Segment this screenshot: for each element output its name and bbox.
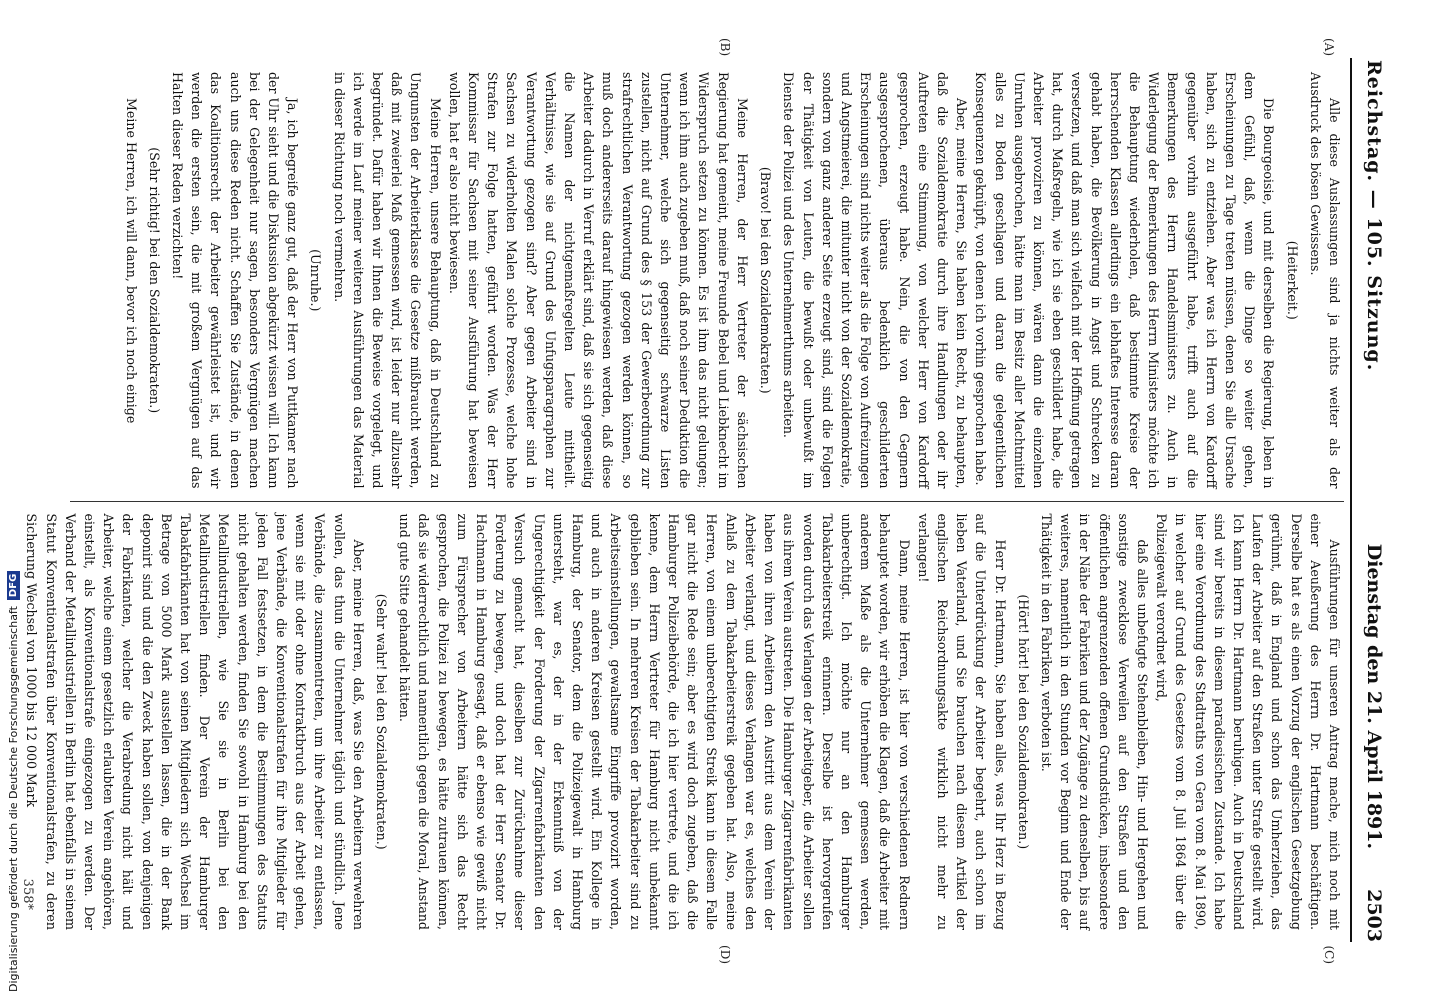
paragraph: Meine Herren, unsere Behauptung, daß in Deutschland zu Ungunsten der Arbeiterklasse die Gesetze mißbraucht werden, daß mit zweierlei Maß gemessen wird, ist leider nur allzusehr begründet. Dafür haben wir Ihnen die Beweise vorgelegt, und ich werde im Lauf meiner weiteren Ausführungen das Material in dieser Richtung noch vermehren. — [331, 72, 443, 489]
paragraph: Die Bourgeoisie, und mit derselben die Regierung, leben in dem Gefühl, daß, wenn die Dinge so weiter gehen, Erscheinungen zu Tage treten müssen, denen Sie alle Ursache haben, sich zu entziehen. Aber was ich Herrn von Kardorff gegenüber vorhin ausgeführt habe, trifft auch auf die Bemerkungen des Herrn Handelsministers zu. Auch in Widerlegung der Bemerkungen des Herrn Ministers möchte ich die Behauptung wiederholen, daß bestimmte Kreise der herrschenden Klassen allerdings ein lebhaftes Interesse daran gehabt haben, die Bevölkerung in Angst und Schrecken zu versetzen, und daß man sich vielfach mit der Hoffnung getragen hat, durch Maßregeln, wie ich sie eben geschildert habe, die Arbeiter provoziren zu können, wären dann die einzelnen Unruhen ausgebrochen, hätte man im Besitz aller Machtmittel alles zu Boden geschlagen und daran die gelegentlichen Konsequenzen geknüpft, von denen ich vorhin gesprochen habe. — [973, 72, 1277, 489]
paragraph: Ja, ich begreife ganz gut, daß der Herr von Puttkamer nach der Uhr sieht und die Diskussion abgekürzt wissen will. Ich kann bei der Gelegenheit nur sagen, besonders Vergnügen machen auch uns diese Reden nicht. Schaffen Sie Zustände, in denen das Koalitionsrecht der Arbeiter gewährleistet ist, und wir werden die ersten sein, die mit großem Vergnügen auf das Halten dieser Reden verzichten! — [170, 72, 301, 489]
interjection: (Bravo! bei den Sozialdemokraten.) — [758, 166, 774, 394]
footer-page-mark: 358* — [20, 878, 35, 910]
margin-marker-c: (C) — [1322, 945, 1336, 964]
left-column — [70, 60, 1344, 501]
interjection: (Sehr wahr! bei den Sozialdemokraten.) — [374, 593, 390, 850]
paragraph: Aber, meine Herren, Sie haben kein Recht, zu behaupten, daß die Sozialdemokratie durch ihre Handlungen oder ihr Auftreten eine Stimmung, von welcher Herr von Kardorff gesprochen, erzeugt habe. Nein, die von den Gegnern ausgesprochenen, überaus bedenklich geschilderten Erscheinungen sind nichts weiter als die Folge von Aufreizungen und Angstmeierei, die mitunter nicht von der Sozialdemokratie, sondern von ganz anderer Seite erzeugt sind, sind die Folgen der Thätigkeit von Leuten, die bewußt oder unbewußt im Dienste der Polizei und des Unternehmerthums arbeiten. — [781, 72, 970, 489]
paragraph: Meine Herren, ich will dann, bevor ich noch einige — [123, 98, 139, 424]
paragraph: Herr Dr. Hartmann, Sie haben alles, was Ihr Herz in Bezug auf die Unterdrückung der Arbeiter begehrt, auch schon im lieben Vaterland, und Sie brauchen nach diesem Artikel der englischen Reichsordnungsakte wirklich nicht mehr zu verlangen! — [915, 513, 1008, 930]
paragraph: daß alles unbefugte Stehenbleiben, Hin- und Hergehen und sonstige zwecklose Verweilen auf den Straßen und den öffentlichen angrenzenden offenen Grundstücken, insbesondere in der Nähe der Fabriken und der Zugänge zu denselben, bis auf weiteres, namentlich in den Stunden vor Beginn und Ende der Thätigkeit in den Fabriken, verboten ist. — [1038, 513, 1150, 930]
margin-marker-d: (D) — [718, 945, 732, 964]
paragraph: Alle diese Auslassungen sind ja nichts weiter als der Ausdruck des bösen Gewissens. — [1307, 72, 1342, 489]
page-header — [1354, 60, 1394, 942]
interjection: (Hört! hört! bei den Sozialdemokraten.) — [1015, 594, 1031, 850]
dfg-strip-text: Digitalisierung gefördert durch die Deutsche Forschungsgemeinschaft — [7, 606, 20, 992]
header-rule — [1350, 58, 1352, 942]
header-date: Dienstag den 21. April 1891. — [1363, 543, 1385, 850]
interjection: (Heiterkeit.) — [1284, 240, 1300, 320]
paragraph: Aber, meine Herren, daß, was Sie den Arbeitern verwehren wollen, das thun die Unternehmer täglich und stündlich. Jene Verbände, die zusammentreten, um ihre Arbeiter zu entlassen, wenn sie mit oder ohne Kontraktbruch aus der Arbeit gehen, jene Verbände, die Konventionalstrafen für ihre Mitglieder für jeden Fall festsetzen, in dem die Bestimmungen des Statuts nicht gehalten werden, finden Sie sowohl in Hamburg bei den Metallindustriellen, wie Sie sie in Berlin bei den Metallindustriellen finden. Der Verein der Hamburger Tabakfabrikanten hat von seinen Mitgliedern sich Wechsel im Betrage von 5000 Mark ausstellen lassen, die in der Bank deponirt sind und die den Zweck haben sollen, von denjenigen der Fabrikanten, welcher die Verabredung nicht hält und Arbeiter, welche einem gesetzlich erlaubten Verein angehören, einstellt, als Konventionalstrafe eingezogen zu werden. Der Verband der Metallindustriellen in Berlin hat ebenfalls in seinem Statut Konventionalstrafen über Konventionalstrafen, zu deren Sicherung Wechsel von 1000 bis 12 000 Mark — [24, 513, 366, 930]
page-number: 2503 — [1363, 889, 1385, 942]
margin-marker-b: (B) — [718, 38, 732, 57]
margin-marker-a: (A) — [1322, 38, 1336, 57]
paragraph: Dann, meine Herren, ist hier von verschiedenen Rednern behauptet worden, wir erhöben die Klagen, daß die Arbeiter mit anderem Maße als die Unternehmer gemessen werden, unberechtigt. Ich möchte nur an den Hamburger Tabakarbeiterstreik erinnern. Derselbe ist hervorgerufen worden durch das Verlangen der Arbeitgeber, die Arbeiter sollen aus ihrem Verein austreten. Die Hamburger Zigarrenfabrikanten haben von ihren Arbeitern den Austritt aus dem Verein der Arbeiter verlangt, und dieses Verlangen war es, welches den Anlaß zu dem Tabakarbeiterstreik gegeben hat. Also, meine Herren, von einem unberechtigten Streik kann in diesem Falle gar nicht die Rede sein; aber es wird doch zugeben, daß die Hamburger Polizeibehörde, die ich hier vertrete, und die ich kenne, dem Herrn Vertreter für Hamburg nicht unbekannt geblieben sein. In mehreren Kreisen der Tabakarbeiter sind zu Arbeitseinstellungen, gewaltsame Eingriffe provozirt worden, und auch in anderen Kreisen gestellt wird. Ein Kollege in Hamburg, der Senator, dem die Polizeigewalt in Hamburg untersteht, war es, der in der Erkenntniß von der Ungerechtigkeit der Forderung der Zigarrenfabrikanten den Versuch gemacht hat, dieselben zur Zurücknahme dieser Forderung zu bewegen, und doch hat der Herr Senator Dr. Hachmann in Hamburg gesagt, daß er ebenso wie gewiß nicht zum Fürsprecher von Arbeitern hätte sich das Recht gesprochen, die Polizei zu bewegen, es hätte zutrauen können, daß sie widerrechtlich und namentlich gegen die Moral, Anstand und gute Sitte gehandelt hätten. — [397, 513, 912, 930]
interjection: (Sehr richtig! bei den Sozialdemokraten.) — [146, 147, 162, 414]
header-session: Reichstag. — 105. Sitzung. — [1363, 60, 1385, 372]
dfg-logo: DFG — [7, 571, 20, 600]
paragraph: Meine Herren, der Herr Vertreter der sächsischen Regierung hat gemeint, meine Freunde Bebel und Liebknecht im Widerspruch setzen zu können. Es ist ihm das nicht gelungen; wenn ich ihm auch zugeben muß, daß noch seiner Deduktion die Unternehmer, welche sich gegenseitig schwarze Listen zustellen, nicht auf Grund des § 153 der Gewerbeordnung zur strafrechtlichen Verantwortung gezogen werden können, so muß doch andererseits darauf hingewiesen werden, daß diese Arbeiter dadurch in Verruf erklärt sind, daß sie sich gegenseitig die Namen der nichtgemaßregelten Leute mittheilt. Verhältnisse, wie sie auf Grund des Unfugsparagraphen zur Verantwortung gezogen sind? Aber gegen Arbeiter sind in Sachsen zu widerholten Malen solche Prozesse, welche hohe Strafen zur Folge hatten, geführt worden. Was der Herr Kommissar für Sachsen mit seiner Ausführung hat beweisen wollen, hat er also nicht bewiesen. — [446, 72, 750, 489]
interjection: (Unruhe.) — [308, 249, 324, 312]
paragraph: Ausführungen für unseren Antrag mache, mich noch mit einer Aeußerung des Herrn Dr. Hartmann beschäftigen. Derselbe hat es als einen Vorzug der englischen Gesetzgebung gerühmt, daß in England und schon das Umherziehen, das Laufen der Arbeiter auf den Straßen unter Strafe gestellt wird. Ich kann Herrn Dr. Hartmann beruhigen. Auch in Deutschland sind wir bereits in diesem paradiesischen Zustande. Ich habe hier eine Verordnung des Stadtraths von Gera vom 8. Mai 1890, in welcher auf Grund des Gesetzes vom 8. Juli 1864 über die Polizeigewalt verordnet wird, — [1154, 513, 1342, 930]
